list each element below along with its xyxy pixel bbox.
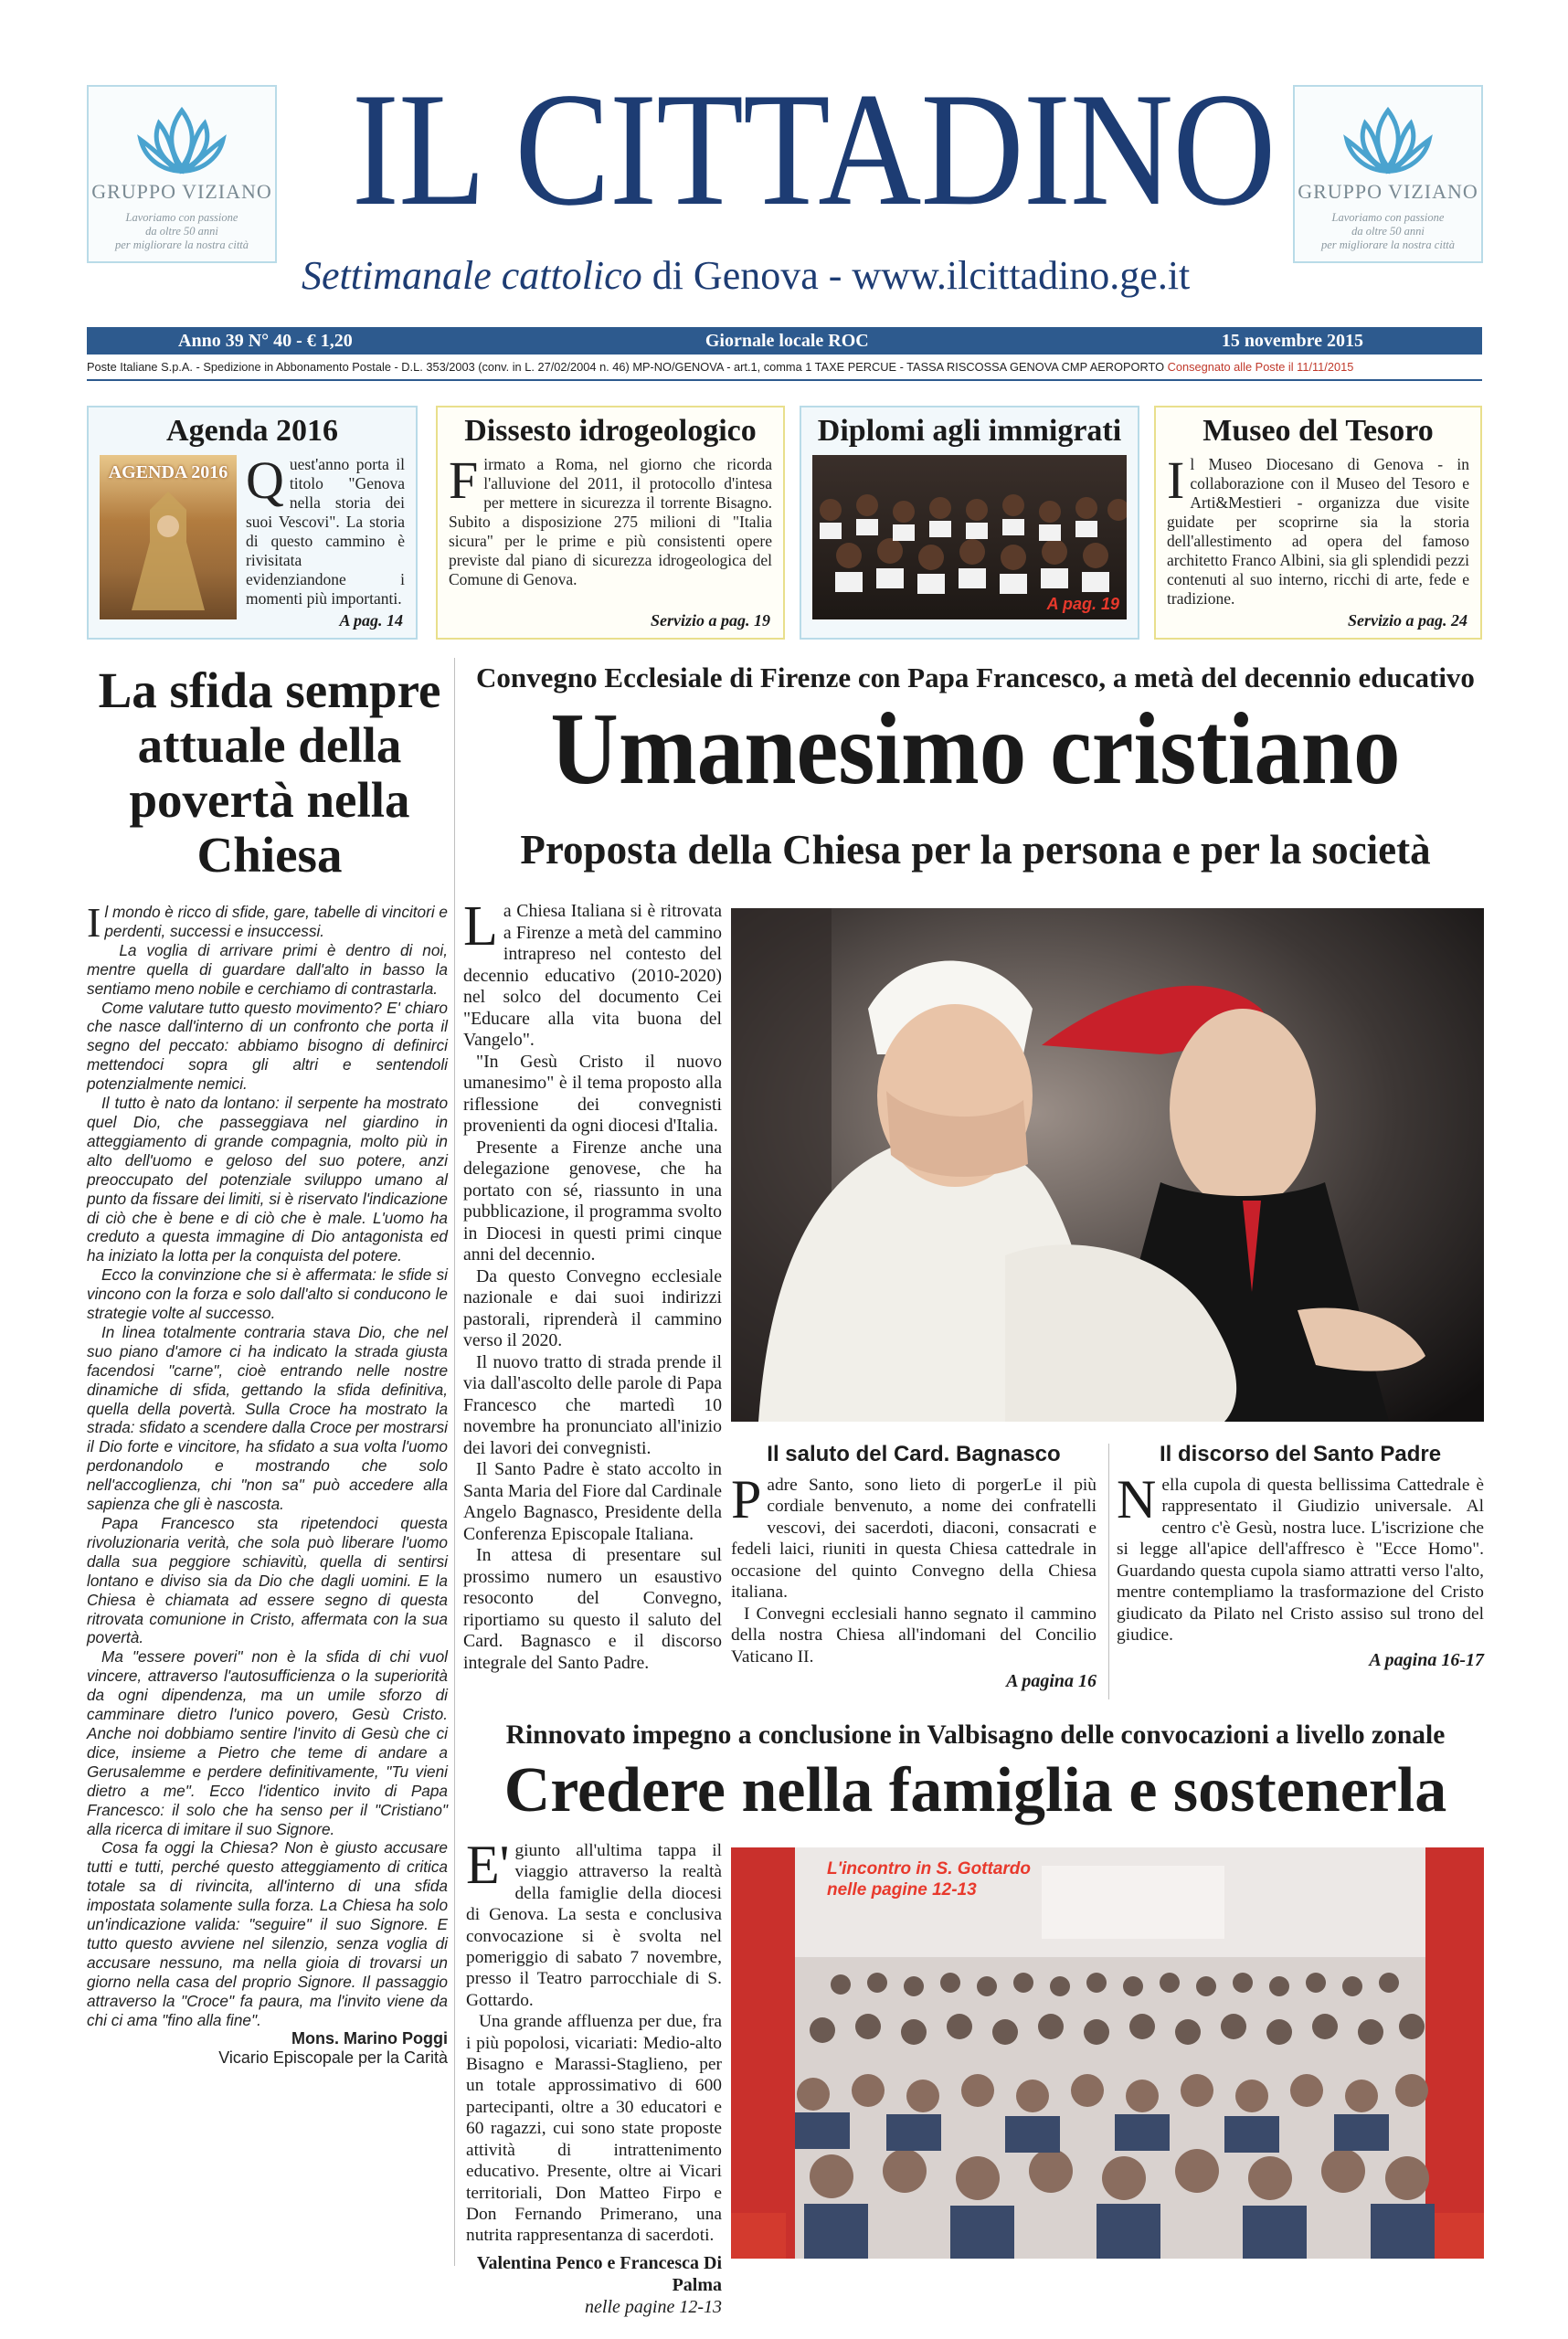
editorial-author: Mons. Marino Poggi — [291, 2029, 448, 2048]
editorial-role: Vicario Episcopale per la Carità — [218, 2048, 448, 2068]
logo-right — [1293, 85, 1483, 263]
column-divider — [1108, 1444, 1109, 1699]
teaser-museo[interactable]: Museo del Tesoro Il Museo Diocesano di Genova - in collaborazione con il Museo del Tesoro e Arti&Mestieri - organizza due visite guidate per scoprirne sia la storia dell'allestimento ad opera del famoso architetto Franco Albini, sia gli splendidi pezzi contenuti al suo interno, ricchi di arte, fede e tradizione. Servizio a pag. 24 — [1154, 406, 1482, 640]
second-headline: Credere nella famiglia e sostenerla — [503, 1755, 1447, 1826]
postal-line: Poste Italiane S.p.A. - Spedizione in Abbonamento Postale - D.L. 353/2003 (conv. in L. 27/02/2004 n. 46) MP-NO/GENOVA - art.1, comma 1 TAXE PERCUE - TASSA RISCOSSA GENOVA CMP AEROPORTO Consegnato alle Poste il 11/11/2015 — [87, 360, 1482, 381]
teaser-diplomi[interactable] — [800, 406, 1139, 640]
main-body: La Chiesa Italiana si è ritrovata a Firenze a metà del cammino intrapreso nel contesto del decennio educativo (2010-2020) nel solco del documento Cei "Educare alla vita buona del Vangelo". "In Gesù Cristo il nuovo umanesimo" è il tema proposto alla riflessione dei convegnisti provenienti da ogni diocesi d'Italia. Presente a Firenze anche una delegazione genovese, che ha portato con sé, riassunto in una pubblicazione, il programma svolto in Diocesi in questi primi cinque anni del decennio. Da questo Convegno ecclesiale nazionale e dai suoi indirizzi pastorali, riprenderà il cammino verso il 2020. Il nuovo tratto di strada prende il via dall'ascolto delle parole di Papa Francesco che martedì 10 novembre ha pronunciato all'inizio dei lavori dei convegnisti. Il Santo Padre è stato accolto in Santa Maria del Fiore dal Cardinale Angelo Bagnasco, Presidente della Conferenza Episcopale Italiana. In attesa di presentare sul prossimo numero un esaustivo resoconto del Convegno, riportiamo su questo il saluto del Card. Bagnasco e il discorso integrale del Santo Padre. — [463, 895, 722, 1673]
lotus-logo-icon — [1338, 103, 1438, 178]
second-body: E' giunto all'ultima tappa il viaggio attraverso la realtà della famiglie della diocesi di Genova. La sesta e conclusiva convocazione si è svolta nel pomeriggio di sabato 7 novembre, presso il Teatro parrocchiale di S. Gottardo. Una grande affluenza per due, fra i più popolosi, vicariati: Medio-alto Bisagno e Marassi-Staglieno, per un totale approssimativo di 600 partecipanti, oltre a 30 educatori e 60 ragazzi, cui sono state proposte attività di intrattenimento educativo. Presente, oltre ai Vicari territoriali, Don Matteo Firpo e Don Fernando Primerano, una nutrita rappresentanza di sacerdoti. Valentina Penco e Francesca Di Palma nelle pagine 12-13 — [466, 1835, 722, 2317]
bagnasco-title: Il saluto del Card. Bagnasco — [767, 1442, 1061, 1466]
main-subhead: Proposta della Chiesa per la persona e per la società — [520, 827, 1431, 873]
second-byline — [466, 2252, 722, 2318]
column-divider — [454, 658, 455, 2266]
agenda-cover-image: AGENDA 2016 — [100, 455, 237, 619]
discorso-title: Il discorso del Santo Padre — [1159, 1442, 1442, 1466]
second-kicker: Rinnovato impegno a conclusione in Valbisagno delle convocazioni a livello zonale — [505, 1720, 1446, 1750]
teaser-agenda[interactable]: Agenda 2016 AGENDA 2016 Quest'anno porta il titolo "Genova nella storia dei suoi Vescovi". La storia di questo cammino è rivisitata evidenziandone i momenti più importanti. A pag. 14 — [87, 406, 418, 640]
second-ref[interactable]: nelle pagine 12-13 — [585, 2296, 722, 2317]
subtitle-city: di Genova - — [652, 253, 842, 298]
logo-name: GRUPPO VIZIANO — [91, 180, 272, 203]
editorial-signature — [87, 2029, 448, 2068]
discorso-ref[interactable]: A pagina 16-17 — [1369, 1649, 1484, 1670]
teaser-ref[interactable]: Servizio a pag. 24 — [1347, 611, 1467, 630]
pope-embracing-cardinal-image — [731, 908, 1484, 1422]
bagnasco-section: Il saluto del Card. Bagnasco Padre Santo, sono lieto di porgerLe il più cordiale benvenuto, a nome dei confratelli vescovi, dei sacerdoti, diaconi, consacrati e fedeli laici, riuniti in questa Chiesa cattedrale in occasione del quinto Convegno della Chiesa italiana. I Convegni ecclesiali hanno segnato il cammino della nostra Chiesa all'indomani del Concilio Vaticano II. A pagina 16 — [731, 1442, 1097, 1691]
second-authors: Valentina Penco e Francesca Di Palma — [476, 2252, 722, 2295]
subtitle-italic: Settimanale cattolico — [302, 253, 642, 298]
teaser-title: Museo del Tesoro — [1202, 414, 1434, 448]
issue-date: 15 novembre 2015 — [1221, 330, 1363, 351]
teaser-ref[interactable]: A pag. 14 — [339, 611, 403, 630]
bagnasco-ref[interactable]: A pagina 16 — [1006, 1671, 1097, 1691]
editorial-headline: La sfida sempre attuale della povertà nella Chiesa — [98, 662, 441, 883]
teaser-title: Diplomi agli immigrati — [817, 414, 1122, 448]
audience-in-theater-image — [731, 1847, 1484, 2259]
photo-caption: L'incontro in S. Gottardo nelle pagine 12-13 — [827, 1859, 1031, 1900]
discorso-section: Il discorso del Santo Padre Nella cupola di questa bellissima Cattedrale è rappresentato il Giudizio universale. Al centro c'è Gesù, nostra luce. L'iscrizione che si legge all'apice dell'affresco è "Ecce Homo". Guardando questa cupola siamo attratti verso l'alto, mentre contempliamo la trasformazione del Cristo giudicato da Pilato nel Cristo assiso sul trono del giudice. A pagina 16-17 — [1117, 1442, 1484, 1670]
logo-tagline: Lavoriamo con passione da oltre 50 anni per migliorare la nostra città — [1320, 211, 1456, 251]
website-link[interactable]: www.ilcittadino.ge.it — [852, 253, 1191, 298]
teaser-title: Dissesto idrogeologico — [464, 414, 757, 448]
logo-left — [87, 85, 277, 263]
editorial-body: Il mondo è ricco di sfide, gare, tabelle di vincitori e perdenti, successi e insuccessi. La voglia di arrivare primi è dentro di noi, mentre quella di guardare dall'alto in basso la sentiamo meno nobile e cerchiamo di contrastarla. Come valutare tutto questo movimento? E' chiaro che nasce dall'interno di un confronto che porta il segno del peccato: abbiamo bisogno di definirci mettendoci sopra gli altri e sentendoli potenzialmente nemici. Il tutto è nato da lontano: il serpente ha mostrato quel Dio, che passeggiava nel giardino in atteggiamento di grande compagnia, molto più in alto dell'uomo e geloso del suo potere, anzi preoccupato del potenziale sviluppo umano al punto da fissare dei limiti, si è riservato l'indicazione di ciò che è bene e di ciò che è male. L'uomo ha creduto a questa immagine di Dio antagonista ed ha iniziato la lotta per la conquista del potere. Ecco la convinzione che si è affermata: le sfide si vincono con la forza e solo dall'alto si conducono le strategie volte al successo. In linea totalmente contraria stava Dio, che nel suo piano d'amore ci ha indicato la strada giusta facendosi "carne", cioè entrando nelle nostre dinamiche di sfida, gettando la sfida definitiva, quella della povertà. Sulla Croce ha mostrato la strada: sfidato a scendere dalla Croce per mostrarsi il Dio forte e vincitore, ha sfidato a sua volta l'uomo perdonandolo e mostrando che solo nell'accoglienza, chi "non sa" può accedere alla sapienza che gli è nascosta. Papa Francesco sta ripetendoci questa rivoluzionaria verità, che sola può liberare l'uomo dalla sua peggiore schiavitù, quella di sentirsi lontano e diviso sia da Dio che dagli uomini. E la Chiesa è chiamata ad essere segno di questa ritrovata comunione in Cristo, affermata con la sua povertà. Ma "essere poveri" non è la sfida di chi vuol vincere, attraverso l'autosufficienza o la superiorità da ogni dipendenza, ma un umile sforzo di camminare dietro l'unico povero, Gesù Cristo. Anche noi dobbiamo sentire l'invito di Gesù che ci dice, insieme a Pietro che teme di andare a Gerusalemme e perdere definitivamente, "Tu vieni dietro a me". Ecco l'identico invito di Papa Francesco: il solo che ha senso per il "Cristiano" alla ricerca di imitare il suo Signore. Cosa fa oggi la Chiesa? Non è giusto accusare tutti e tutti, perché questo atteggiamento di critica totale sa di rivincita, all'interno di una sfida impostata solamente sulla forza. La Chiesa ha solo un'indicazione valida: "seguire" il suo Signore. E tutto questo avviene nel silenzio, senza voglia di accusare nessuno, ma nella gioia di trovarsi un giorno nella casa del proprio Signore. Il passaggio attraverso la "Croce" fa paura, ma l'invito viene da chi ci ama "fino alla fine". Mons. Marino Poggi Vicario Episcopale per la Carità — [87, 899, 448, 2068]
bishop-figure-icon — [100, 455, 237, 619]
roc-label: Giornale locale ROC — [705, 330, 869, 351]
logo-tagline: Lavoriamo con passione da oltre 50 anni per migliorare la nostra città — [114, 211, 249, 251]
family-meeting-photo — [731, 1847, 1484, 2259]
teaser-title: Agenda 2016 — [166, 414, 338, 448]
immigrants-photo — [812, 455, 1127, 619]
main-headline: Umanesimo cristiano — [550, 693, 1401, 806]
newspaper-subtitle — [302, 252, 1270, 299]
issue-bar — [87, 327, 1482, 355]
main-kicker: Convegno Ecclesiale di Firenze con Papa Francesco, a metà del decennio educativo — [476, 661, 1475, 693]
teaser-ref[interactable]: A pag. 19 — [1046, 595, 1119, 613]
teaser-dissesto[interactable]: Dissesto idrogeologico Firmato a Roma, nel giorno che ricorda l'alluvione del 2011, il protocollo d'intesa per mettere in sicurezza il torrente Bisagno. Subito a disposizione 275 milioni di "Italia sicura" per le prime e più consistenti opere previste dal piano di sicurezza idrogeologica del Comune di Genova. Servizio a pag. 19 — [436, 406, 785, 640]
pope-cardinal-photo — [731, 908, 1484, 1422]
issue-number: Anno 39 N° 40 - € 1,20 — [178, 330, 353, 351]
postal-delivery: Consegnato alle Poste il 11/11/2015 — [1167, 360, 1354, 374]
logo-name: GRUPPO VIZIANO — [1298, 180, 1478, 203]
newspaper-title: IL CITTADINO — [351, 58, 1276, 239]
teaser-ref[interactable]: Servizio a pag. 19 — [650, 611, 770, 630]
lotus-logo-icon — [132, 103, 232, 178]
